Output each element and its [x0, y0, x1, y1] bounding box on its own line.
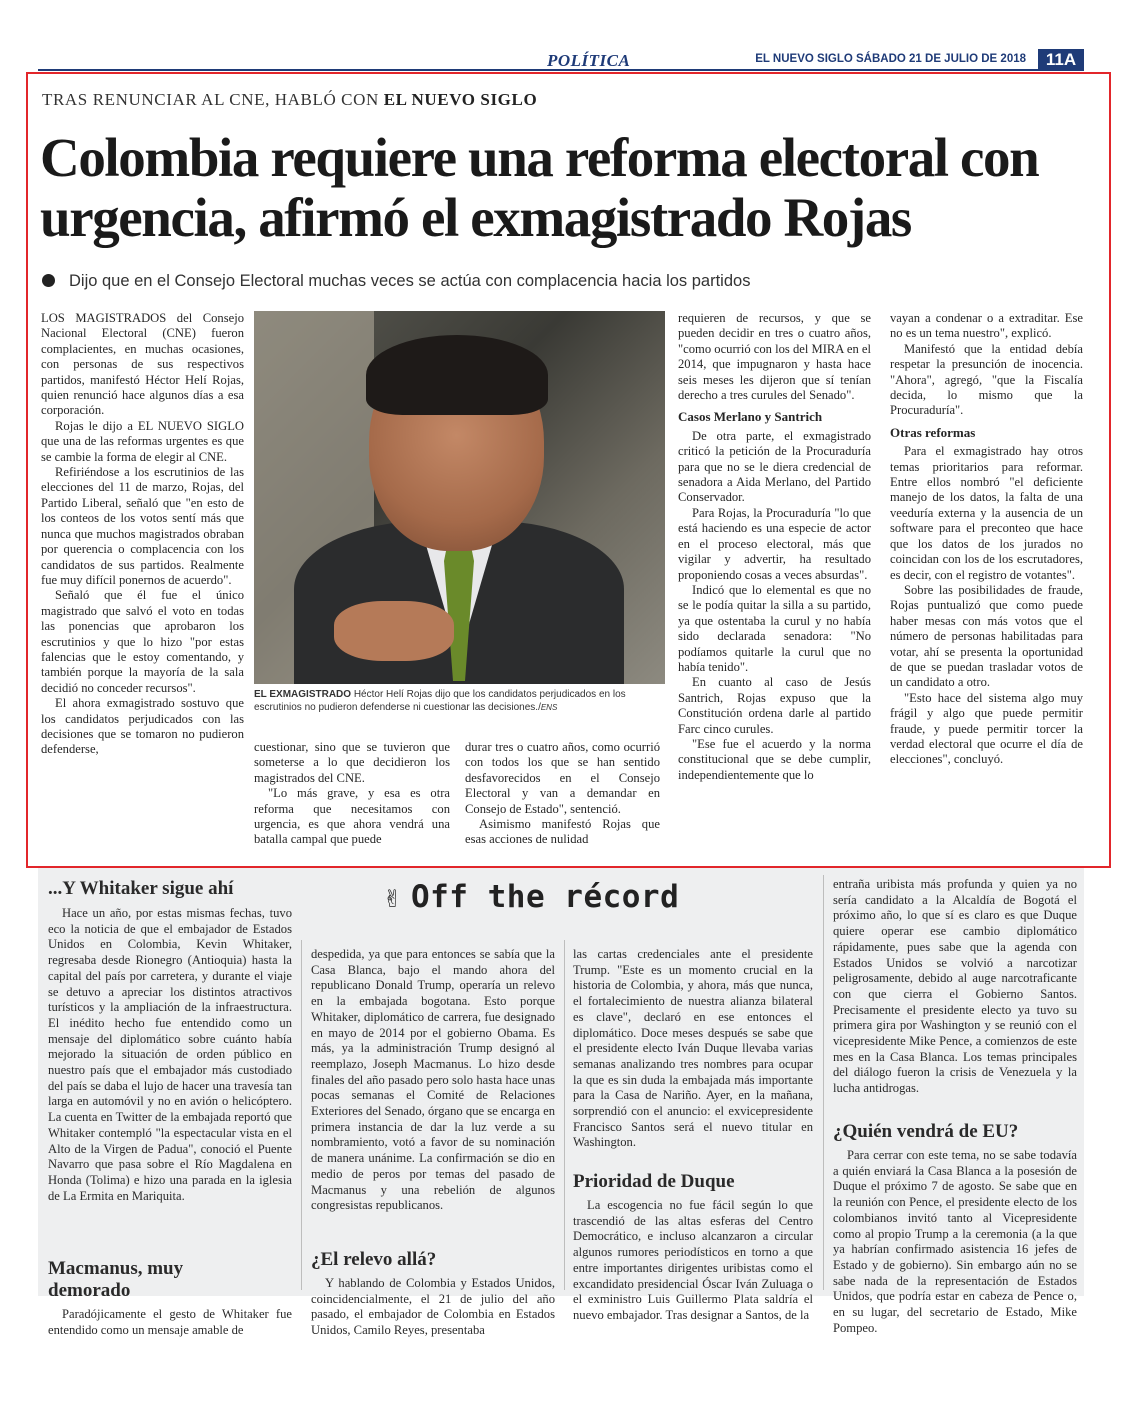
paragraph: Para el exmagistrado hay otros temas prioritarios para reformar. Entre ellos nombró "el deficiente manejo de los datos, la falta de una veeduría externa y la ausencia de un software para el preconteo que hace que los datos de los jurados no coincidan con los de los escrutadores, es decir, con el registro de votantes".	[890, 444, 1083, 582]
paragraph: Para cerrar con este tema, no se sabe todavía a quién enviará la Casa Blanca a la posesión de Duque el próximo 7 de agosto. Se sabe que en la reunión con Pence, el presidente electo de los colombianos invitó tanto al Vicepresidente como al propio Trump a la ceremonia (a la que ya habrían confirmado asistencia 16 jefes de Estado y de gobierno). Sin embargo aún no se sabe nada de la representación de Estados Unidos, que podría estar en cabeza de Pence o, en su lugar, del secretario de Estado, Mike Pompeo.	[833, 1148, 1077, 1335]
paragraph: De otra parte, el exmagistrado criticó la petición de la Procuraduría para que no se le diera credencial de senadora a Aida Merlano, del Partido Conservador.	[678, 428, 871, 505]
off-record-column-4	[833, 877, 1077, 1097]
paragraph: Para Rojas, la Procuraduría "lo que está haciendo es una especie de actor en el proceso electoral, más que vigilar y advertir, ha resultado proponiendo cosas a veces absurdas".	[678, 505, 871, 582]
paragraph: cuestionar, sino que se tuvieron que someterse a lo que decidieron los magistrados del CNE.	[254, 740, 450, 785]
paragraph: las cartas credenciales ante el presidente Trump. "Este es un momento crucial en la historia de Colombia, y ahora, más que nunca, el fortalecimiento de nuestra alianza bilateral es clave", declaró en ese entonces el diplomático. Doce meses después se sabe que el presidente electo Iván Duque llevaba varias semanas analizando tres nombres para ocupar la que es sin duda la embajada más importante para la Casa de Nariño. Ayer, en la mañana, sorprendió con el anuncio: el exvicepresidente Francisco Santos será el nuevo titular en Washington.	[573, 947, 813, 1150]
paragraph: Hace un año, por estas mismas fechas, tuvo eco la noticia de que el embajador de Estados Unidos en Colombia, Kevin Whitaker, regresaba desde Rionegro (Antioquia) hasta la capital del país por carretera, y durante el viaje se detuvo a apreciar los distintos atractivos turísticos y la ampliación de la infraestructura. El inédito hecho fue entendido como un mensaje del diplomático sobre cuánto había mejorado la situación de orden público en nuestro país que el embajador más custodiado del país se daba el lujo de hacer una travesía tan larga en automóvil y no en avión o helicóptero. La cuenta en Twitter de la embajada reportó que Whitaker contempló "la espectacular vista en el Alto de la Virgen de Padua", conoció el Puente Navarro que pasa sobre el Río Magdalena en Honda (Tolima) e hizo una parada en la iglesia de La Ermita en Mariquita.	[48, 906, 292, 1203]
paragraph: despedida, ya que para entonces se sabía que la Casa Blanca, bajo el mando ahora del republicano Donald Trump, operaría un relevo en la embajada bogotana. Esto porque Whitaker, diplomático de carrera, fue designado en mayo de 2014 por el gobierno Obama. Es más, ya la administración Trump designó al reemplazo, Joseph Macmanus. Lo hizo desde finales del año pasado pero solo hasta hace unas pocas semanas el Comité de Relaciones Exteriores del Senado, órgano que se encarga en primera instancia de dar la luz verde a su nombramiento, votó a favor de su nominación de manera unánime. La confirmación se dio en medio de peros por temas del pasado de Macmanus y una rebelión de algunos congresistas republicanos.	[311, 947, 555, 1213]
off-record-heading: Prioridad de Duque	[573, 1171, 735, 1192]
column-divider	[564, 940, 565, 1290]
paragraph: Manifestó que la entidad debía respetar la presunción de inocencia. "Ahora", agregó, "que la Fiscalía decida, lo mismo que la Procuraduría".	[890, 341, 1083, 418]
paragraph: Y hablando de Colombia y Estados Unidos, coincidencialmente, el 21 de julio del año pasado, el embajador de Colombia en Estados Unidos, Camilo Reyes, presentaba	[311, 1276, 555, 1338]
article-column-5	[890, 311, 1083, 768]
off-record-column-4b	[833, 1148, 1077, 1336]
subheading: Casos Merlano y Santrich	[678, 409, 823, 425]
paragraph: Paradójicamente el gesto de Whitaker fue entendido como un mensaje amable de	[48, 1307, 292, 1337]
section-label: POLÍTICA	[547, 51, 631, 70]
headline: Colombia requiere una reforma electoral con urgencia, afirmó el exmagistrado Rojas	[40, 127, 1039, 248]
paragraph: LOS MAGISTRADOS del Consejo Nacional Electoral (CNE) fueron complacientes, en muchas ocasiones, con personas de sus respectivos partidos, manifestó Héctor Helí Rojas, quien renunció hace algunos días a esa corporación.	[41, 311, 244, 418]
paragraph: El ahora exmagistrado sostuvo que los candidatos perjudicados con las decisiones que se tomaron no pudieron defenderse,	[41, 696, 244, 757]
paragraph: Rojas le dijo a EL NUEVO SIGLO que una de las reformas urgentes es que se cambie la forma de elegir al CNE.	[41, 418, 244, 464]
column-divider	[823, 875, 824, 1290]
paragraph: En cuanto al caso de Jesús Santrich, Rojas expuso que la Constitución ordena darle al partido Farc cinco curules.	[678, 675, 871, 736]
off-record-heading: ¿Quién vendrá de EU?	[833, 1121, 1019, 1142]
article-column-4	[678, 311, 871, 783]
page-number: 11A	[1038, 49, 1084, 71]
off-record-heading: ¿El relevo allá?	[311, 1249, 437, 1270]
paragraph: Refiriéndose a los escrutinios de las elecciones del 11 de marzo, Rojas, del Partido Liberal, señaló que "en esto de los conteos de los votos sentí más que nunca que muchos magistrados obraban por querencia o complacencia con los candidatos de sus partidos. Realmente fue muy difícil ponernos de acuerdo".	[41, 465, 244, 587]
paragraph: Sobre las posibilidades de fraude, Rojas puntualizó que como puede haber mesas con más votos que el número de personas habilitadas para votar, ahí se presenta la oportunidad de que se puedan trasladar votos de un candidato a otro.	[890, 582, 1083, 690]
off-record-column-3b	[573, 1198, 813, 1324]
paragraph: "Ese fue el acuerdo y la norma constitucional que se debe cumplir, independientemente que lo	[678, 736, 871, 782]
article-column-3	[465, 740, 660, 848]
paragraph: Asimismo manifestó Rojas que esas acciones de nulidad	[465, 817, 660, 847]
off-record-column-3	[573, 947, 813, 1151]
off-record-column-1b	[48, 1307, 292, 1338]
paragraph: La escogencia no fue fácil según lo que trascendió de las altas esferas del Centro Democrático, e incluso alcanzaron a circular algunos rumores periodísticos en torno a que entre importantes dirigentes uribistas como el excandidato presidencial Óscar Iván Zuluaga o el exministro Luis Guillermo Plata saldría el nuevo embajador. Tras designar a Santos, de la	[573, 1198, 813, 1322]
paper-date-info: EL NUEVO SIGLO SÁBADO 21 DE JULIO DE 2018	[755, 53, 1026, 65]
off-record-heading: Macmanus, muy demorado	[48, 1258, 184, 1301]
subhead: Dijo que en el Consejo Electoral muchas veces se actúa con complacencia hacia los partidos	[42, 272, 750, 291]
off-record-heading: ...Y Whitaker sigue ahí	[48, 878, 234, 899]
off-record-title: ✌ Off the récord	[383, 879, 680, 915]
paragraph: Señaló que él fue el único magistrado que salvó el voto en todas las ponencias que aprobaron los escrutinios y que lo hizo "por estas falencias que le estoy comentando, y también porque la mayoría de la sala decidió no conceder recursos".	[41, 588, 244, 695]
paragraph: Indicó que lo elemental es que no se le podía quitar la silla a su partido, ya que ostentaba la curul y no había sido declarada senadora: "No podíamos quitarle la curul que no había tenido".	[678, 582, 871, 674]
article-photo	[254, 311, 665, 684]
off-record-column-1	[48, 906, 292, 1204]
kicker: TRAS RENUNCIAR AL CNE, HABLÓ CON EL NUEVO SIGLO	[42, 90, 538, 109]
photo-caption: EL EXMAGISTRADO Héctor Helí Rojas dijo que los candidatos perjudicados en los escrutinios no pudieron defenderse ni cuestionar las decisiones./ENS	[254, 689, 626, 713]
column-divider	[301, 940, 302, 1290]
paragraph: vayan a condenar o a extraditar. Ese no es un tema nuestro", explicó.	[890, 311, 1083, 341]
article-column-2	[254, 740, 450, 848]
bullet-icon	[42, 274, 55, 287]
paragraph: "Esto hace del sistema algo muy frágil y algo que puede permitir fraude, y puede permitir torcer la verdad electoral que ocurre el día de elecciones", concluyó.	[890, 690, 1083, 767]
paragraph: entraña uribista más profunda y quien ya no sería candidato a la Alcaldía de Bogotá el próximo año, lo que sí es claro es que Duque quiere operar ese cambio diplomático rápidamente, pues sabe que la agenda con Estados Unidos se volvió a narcotizar peligrosamente, debido al auge narcotraficante con que cierra el Gobierno Santos. Precisamente el presidente electo ya tuvo su primera gira por Washington y se reunió con el vicepresidente Mike Pence, a comienzos de este mes en la Casa Blanca. Los temas principales del diálogo fueron la crisis de Venezuela y la lucha antidrogas.	[833, 877, 1077, 1096]
article-column-1	[41, 311, 244, 758]
off-record-column-2b	[311, 1276, 555, 1339]
paragraph: "Lo más grave, y esa es otra reforma que necesitamos con urgencia, es que ahora vendrá una batalla campal que puede	[254, 786, 450, 847]
off-record-column-2	[311, 947, 555, 1214]
paragraph: durar tres o cuatro años, como ocurrió con todos los que se han sentido desfavorecidos en el Consejo Electoral y van a demandar en Consejo de Estado", sentenció.	[465, 740, 660, 816]
peace-hand-icon: ✌	[383, 880, 401, 914]
page-header	[38, 51, 1084, 71]
subheading: Otras reformas	[890, 424, 976, 440]
paragraph: requieren de recursos, y que se pueden decidir en tres o cuatro años, "como ocurrió con los del MIRA en el 2014, que impugnaron y hasta hace seis meses les dijeron que sí tenían derecho a tres curules del Senado".	[678, 311, 871, 403]
